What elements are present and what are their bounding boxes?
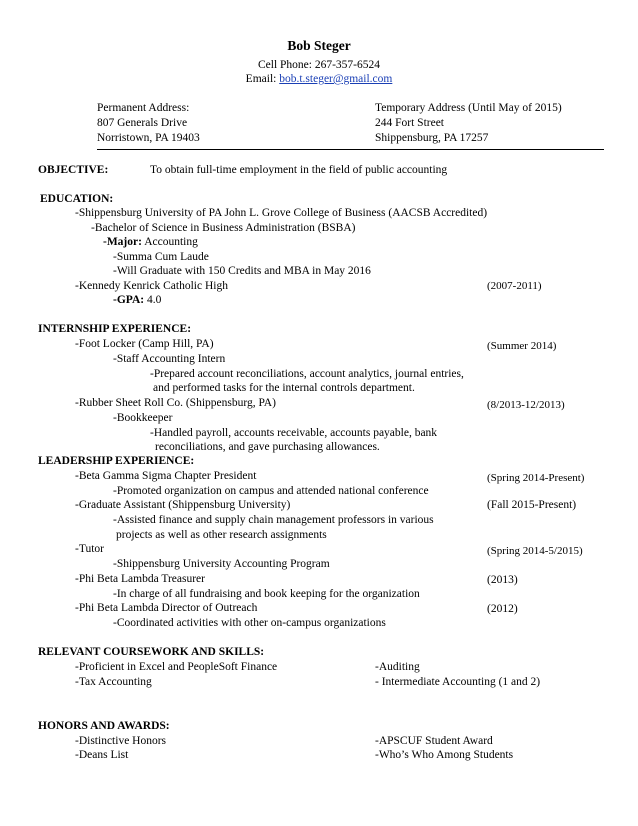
- gpa-label: -GPA:: [113, 294, 145, 306]
- leadership-role-2: -Graduate Assistant (Shippensburg University): [75, 499, 291, 511]
- education-major: [103, 235, 198, 249]
- internship-job-1-desc-1: -Prepared account reconciliations, account analytics, journal entries,: [150, 368, 464, 380]
- leadership-role-5: -Phi Beta Lambda Director of Outreach: [75, 602, 258, 614]
- coursework-heading: RELEVANT COURSEWORK AND SKILLS:: [38, 646, 265, 658]
- education-school-1: -Shippensburg University of PA John L. Grove College of Business (AACSB Accredited): [75, 207, 488, 219]
- temporary-address-label: Temporary Address (Until May of 2015): [375, 102, 562, 114]
- leadership-role-3-desc: -Shippensburg University Accounting Program: [113, 558, 330, 570]
- leadership-role-1-desc: -Promoted organization on campus and attended national conference: [113, 485, 429, 497]
- coursework-left-1: -Proficient in Excel and PeopleSoft Finance: [75, 661, 278, 673]
- internship-job-2-title: -Bookkeeper: [113, 412, 173, 424]
- internship-job-2: -Rubber Sheet Roll Co. (Shippensburg, PA): [75, 397, 276, 409]
- education-gpa: [113, 293, 161, 307]
- permanent-address-label: Permanent Address:: [97, 102, 190, 114]
- leadership-role-5-desc: -Coordinated activities with other on-campus organizations: [113, 617, 386, 629]
- education-honor: -Summa Cum Laude: [113, 251, 209, 263]
- coursework-left-2: -Tax Accounting: [75, 676, 152, 688]
- internship-heading: INTERNSHIP EXPERIENCE:: [38, 323, 192, 335]
- internship-job-1-title: -Staff Accounting Intern: [113, 353, 226, 365]
- coursework-right-2: - Intermediate Accounting (1 and 2): [375, 676, 541, 688]
- education-degree: -Bachelor of Science in Business Administration (BSBA): [91, 222, 356, 234]
- education-school-2: -Kennedy Kenrick Catholic High: [75, 280, 228, 292]
- temporary-city: Shippensburg, PA 17257: [375, 132, 489, 144]
- major-label: -Major:: [103, 236, 142, 248]
- resume-name: Bob Steger: [287, 38, 351, 53]
- leadership-role-3-date: (Spring 2014-5/2015): [487, 545, 583, 557]
- email-line: [0, 72, 638, 86]
- leadership-role-4: -Phi Beta Lambda Treasurer: [75, 573, 205, 585]
- honors-left-2: -Deans List: [75, 749, 129, 761]
- internship-job-2-desc-2: reconciliations, and gave purchasing allowances.: [155, 441, 380, 453]
- leadership-role-4-desc: -In charge of all fundraising and book keeping for the organization: [113, 588, 420, 600]
- education-heading: EDUCATION:: [40, 193, 114, 205]
- education-school-2-date: (2007-2011): [487, 280, 542, 292]
- leadership-role-2-desc-2: projects as well as other research assignments: [116, 529, 327, 541]
- leadership-heading: LEADERSHIP EXPERIENCE:: [38, 455, 195, 467]
- header-divider: [97, 149, 604, 150]
- objective-text: To obtain full-time employment in the field of public accounting: [150, 164, 448, 176]
- leadership-role-1: -Beta Gamma Sigma Chapter President: [75, 470, 257, 482]
- honors-left-1: -Distinctive Honors: [75, 735, 167, 747]
- major-value: Accounting: [144, 236, 198, 248]
- email-label: Email:: [245, 73, 277, 85]
- leadership-role-1-date: (Spring 2014-Present): [487, 472, 585, 484]
- permanent-city: Norristown, PA 19403: [97, 132, 200, 144]
- internship-job-1: -Foot Locker (Camp Hill, PA): [75, 338, 214, 350]
- leadership-role-2-desc-1: -Assisted finance and supply chain management professors in various: [113, 514, 434, 526]
- leadership-role-3: -Tutor: [75, 543, 104, 555]
- temporary-street: 244 Fort Street: [375, 117, 444, 129]
- phone: Cell Phone: 267-357-6524: [257, 59, 381, 71]
- internship-job-2-desc-1: -Handled payroll, accounts receivable, accounts payable, bank: [150, 427, 438, 439]
- leadership-role-5-date: (2012): [487, 603, 518, 615]
- leadership-role-4-date: (2013): [487, 574, 518, 586]
- internship-job-1-desc-2: and performed tasks for the internal controls department.: [153, 382, 415, 394]
- internship-job-1-date: (Summer 2014): [487, 340, 557, 352]
- education-grad: -Will Graduate with 150 Credits and MBA in May 2016: [113, 265, 371, 277]
- gpa-value: 4.0: [146, 294, 162, 306]
- internship-job-2-date: (8/2013-12/2013): [487, 399, 565, 411]
- objective-heading: OBJECTIVE:: [38, 164, 109, 176]
- honors-right-2: -Who’s Who Among Students: [375, 749, 514, 761]
- honors-right-1: -APSCUF Student Award: [375, 735, 493, 747]
- email-link[interactable]: bob.t.steger@gmail.com: [279, 73, 393, 85]
- coursework-right-1: -Auditing: [375, 661, 420, 673]
- permanent-street: 807 Generals Drive: [97, 117, 188, 129]
- honors-heading: HONORS AND AWARDS:: [38, 720, 170, 732]
- leadership-role-2-date: (Fall 2015-Present): [487, 499, 577, 511]
